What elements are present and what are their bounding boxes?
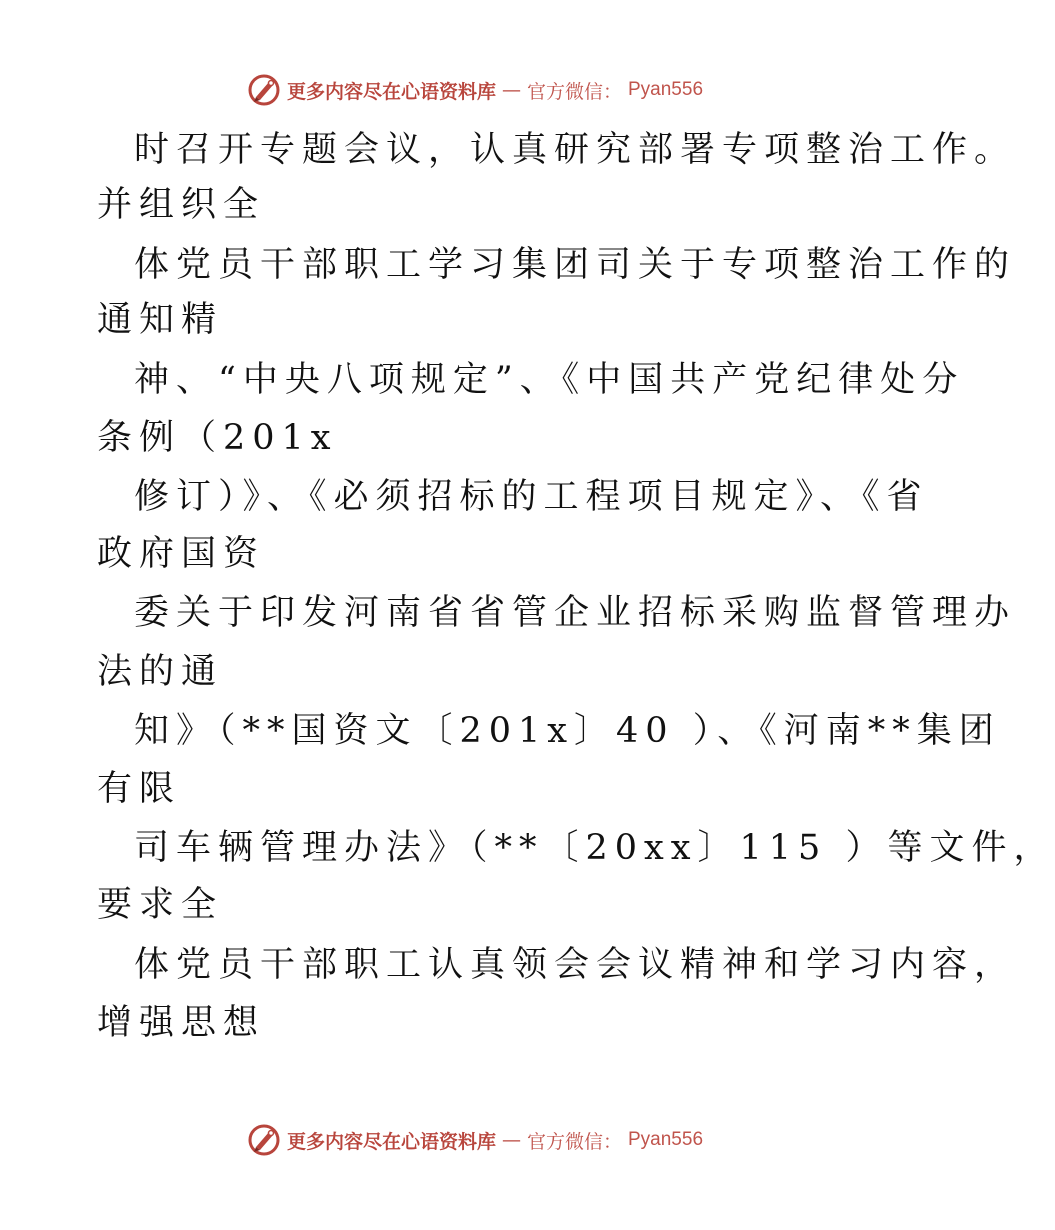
text-line: 通知精: [97, 300, 224, 340]
text-line: 司车辆管理办法》（**〔20xx〕115 ）等文件，: [134, 828, 1055, 868]
text-line: 知》（**国资文〔201x〕40 ）、《河南**集团: [134, 711, 1001, 751]
text-line: 体党员干部职工学习集团司关于专项整治工作的: [134, 245, 1017, 285]
text-line: 增强思想: [97, 1003, 266, 1043]
brand-logo-icon: [247, 1123, 281, 1157]
watermark-header: [0, 70, 950, 110]
brand-logo-icon: [247, 73, 281, 107]
text-line: 并组织全: [97, 185, 266, 225]
watermark-dash: —: [501, 79, 521, 101]
text-line: 时召开专题会议，认真研究部署专项整治工作。: [134, 130, 1017, 170]
watermark-official-label: 官方微信：: [526, 80, 622, 103]
text-line: 政府国资: [97, 534, 266, 574]
text-line: 委关于印发河南省省管企业招标采购监督管理办: [134, 593, 1017, 633]
text-line: 要求全: [97, 885, 224, 925]
watermark-dash: —: [501, 1129, 521, 1151]
watermark-wechat-id: Pyan556: [628, 79, 704, 100]
watermark-official-label: 官方微信：: [526, 1130, 622, 1153]
watermark-site-text: 更多内容尽在心语资料库: [286, 80, 496, 103]
text-line: 有限: [97, 769, 182, 809]
text-line: 法的通: [97, 652, 224, 692]
text-line: 体党员干部职工认真领会会议精神和学习内容，: [134, 945, 1017, 985]
watermark-footer: [0, 1120, 950, 1160]
watermark-wechat-id: Pyan556: [628, 1129, 704, 1150]
text-line: 条例（201x: [97, 418, 338, 458]
watermark-site-text: 更多内容尽在心语资料库: [286, 1130, 496, 1153]
text-line: 神、“中央八项规定”、《中国共产党纪律处分: [134, 360, 965, 400]
text-line: 修订）》、《必须招标的工程项目规定》、《省: [134, 477, 929, 517]
